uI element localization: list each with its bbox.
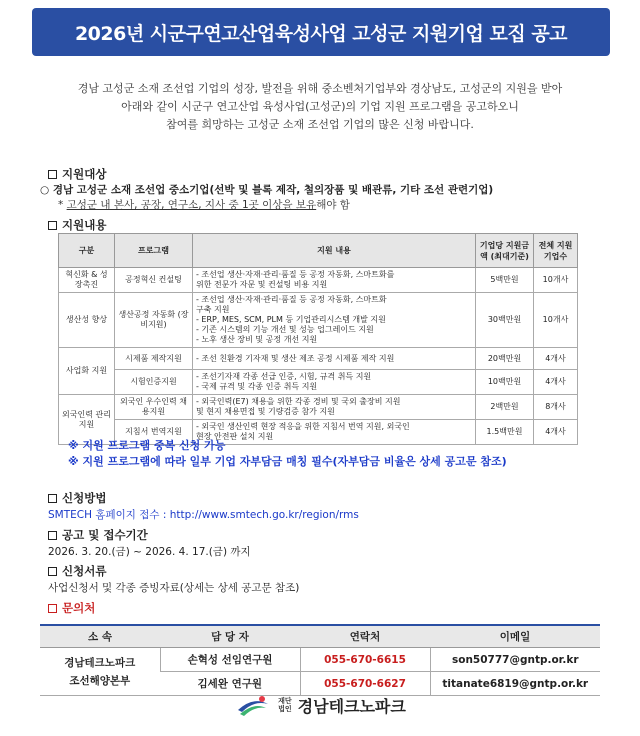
count-cell: 10개사 — [534, 268, 578, 293]
program-cell: 지침서 번역지원 — [115, 420, 193, 445]
email-cell[interactable]: titanate6819@gntp.or.kr — [430, 672, 600, 696]
period-text: 2026. 3. 20.(금) ~ 2026. 4. 17.(금) 까지 — [48, 546, 251, 558]
section-target — [40, 166, 494, 213]
gntp-logo-icon — [234, 692, 272, 718]
phone-cell[interactable]: 055-670-6615 — [300, 648, 430, 672]
program-cell: 시제품 제작지원 — [115, 348, 193, 370]
contact-table — [40, 624, 600, 696]
checkbox-icon — [48, 531, 57, 540]
col-header: 기업당 지원금액 (최대기준) — [476, 234, 534, 268]
desc-cell: - 외국인력(E7) 채용을 위한 각종 경비 및 국외 출장비 지원 및 현지 채용면접 및 기량검증 참가 지원 — [193, 395, 476, 420]
title-banner — [32, 8, 610, 56]
col-header: 담 당 자 — [160, 625, 300, 648]
category-cell: 사업화 지원 — [59, 348, 115, 395]
logo-text: 경남테크노파크 — [297, 696, 406, 716]
program-cell: 생산공정 자동화 (장비지원) — [115, 293, 193, 348]
col-header: 전체 지원 기업수 — [534, 234, 578, 268]
table-row — [40, 648, 600, 672]
intro-paragraph — [40, 80, 600, 134]
amount-cell: 1.5백만원 — [476, 420, 534, 445]
note-line: ※ 지원 프로그램에 따라 일부 기업 자부담금 매칭 필수(자부담금 비율은 상세 공고문 참조) — [68, 455, 507, 468]
checkbox-icon — [48, 221, 57, 230]
category-cell: 생산성 향상 — [59, 293, 115, 348]
page-title: 2026년 시군구연고산업육성사업 고성군 지원기업 모집 공고 — [74, 22, 568, 45]
desc-cell: - 조선 친환경 기자재 및 생산 제조 공정 시제품 제작 지원 — [193, 348, 476, 370]
method-link[interactable]: SMTECH 홈페이지 접수 : http://www.smtech.go.kr/region/rms — [48, 509, 359, 521]
table-row — [59, 293, 578, 348]
name-cell: 손혁성 선임연구원 — [160, 648, 300, 672]
desc-cell: - 조선업 생산·자재·관리·품질 등 공정 자동화, 스마트화를 위한 전문가 자문 및 컨설팅 비용 지원 — [193, 268, 476, 293]
circle-bullet-icon: ○ — [40, 184, 53, 196]
logo-small-text: 재단 법인 — [278, 697, 292, 713]
amount-cell: 5백만원 — [476, 268, 534, 293]
count-cell: 4개사 — [534, 420, 578, 445]
amount-cell: 2백만원 — [476, 395, 534, 420]
intro-line: 참여를 희망하는 고성군 소재 조선업 기업의 많은 신청 바랍니다. — [166, 118, 474, 131]
amount-cell: 20백만원 — [476, 348, 534, 370]
section-period — [48, 527, 251, 560]
section-heading: 공고 및 접수기간 — [62, 528, 148, 542]
checkbox-icon — [48, 494, 57, 503]
org-cell: 경남테크노파크 조선해양본부 — [40, 648, 160, 696]
desc-cell: - 조선기자재 각종 선급 인증, 시험, 규격 취득 지원 - 국제 규격 및 각종 인증 취득 지원 — [193, 370, 476, 395]
count-cell: 4개사 — [534, 348, 578, 370]
section-heading: 신청서류 — [62, 564, 107, 578]
col-header: 구분 — [59, 234, 115, 268]
checkbox-icon — [48, 604, 57, 613]
program-cell: 외국인 우수인력 채용지원 — [115, 395, 193, 420]
count-cell: 10개사 — [534, 293, 578, 348]
amount-cell: 10백만원 — [476, 370, 534, 395]
docs-text: 사업신청서 및 각종 증빙자료(상세는 상세 공고문 참조) — [48, 582, 300, 594]
table-row — [59, 268, 578, 293]
desc-cell: - 조선업 생산·자재·관리·품질 등 공정 자동화, 스마트화 구축 지원 - ERP, MES, SCM, PLM 등 기업관리시스템 개발 지원 - 기존 시스템의 기능 개선 및 성능 업그레이드 지원 - 노후 생산 장비 및 공정 개선 지원 — [193, 293, 476, 348]
col-header: 이메일 — [430, 625, 600, 648]
section-method — [48, 490, 359, 523]
program-cell: 시험인증지원 — [115, 370, 193, 395]
support-table — [58, 233, 578, 445]
col-header: 소 속 — [40, 625, 160, 648]
category-cell: 혁신화 & 성장촉진 — [59, 268, 115, 293]
section-contact — [48, 600, 95, 616]
target-note-suffix: 해야 함 — [316, 199, 350, 211]
section-heading: 지원대상 — [62, 167, 107, 181]
count-cell: 4개사 — [534, 370, 578, 395]
section-heading: 문의처 — [62, 601, 96, 615]
table-row — [59, 395, 578, 420]
target-note-underlined: 고성군 내 본사, 공장, 연구소, 지사 중 1곳 이상을 보유 — [66, 199, 317, 211]
checkbox-icon — [48, 567, 57, 576]
col-header: 프로그램 — [115, 234, 193, 268]
col-header: 지원 내용 — [193, 234, 476, 268]
target-text: 경남 고성군 소재 조선업 중소기업(선박 및 블록 제작, 철의장품 및 배관류, 기타 조선 관련기업) — [52, 184, 494, 196]
intro-line: 경남 고성군 소재 조선업 기업의 성장, 발전을 위해 중소벤처기업부와 경상남도, 고성군의 지원을 받아 — [77, 82, 563, 95]
category-cell: 외국인력 관리지원 — [59, 395, 115, 445]
table-row — [59, 370, 578, 395]
email-cell[interactable]: son50777@gntp.or.kr — [430, 648, 600, 672]
amount-cell: 30백만원 — [476, 293, 534, 348]
col-header: 연락처 — [300, 625, 430, 648]
note-line: ※ 지원 프로그램 중복 신청 가능 — [68, 439, 226, 452]
desc-cell: - 외국인 생산인력 현장 적응을 위한 지침서 번역 지원, 외국인 현장 안전판 설치 지원 — [193, 420, 476, 445]
intro-line: 아래와 같이 시군구 연고산업 육성사업(고성군)의 기업 지원 프로그램을 공고하오니 — [121, 100, 519, 113]
section-docs — [48, 563, 299, 596]
section-heading: 지원내용 — [62, 218, 107, 232]
program-cell: 공정혁신 컨설팅 — [115, 268, 193, 293]
name-cell: 김세완 연구원 — [160, 672, 300, 696]
section-heading: 신청방법 — [62, 491, 107, 505]
note-prefix: * — [58, 199, 67, 211]
footer-logo — [0, 692, 640, 718]
phone-cell[interactable]: 055-670-6627 — [300, 672, 430, 696]
checkbox-icon — [48, 170, 57, 179]
table-row — [59, 348, 578, 370]
table-notes — [68, 438, 507, 470]
section-content — [48, 217, 106, 233]
count-cell: 8개사 — [534, 395, 578, 420]
